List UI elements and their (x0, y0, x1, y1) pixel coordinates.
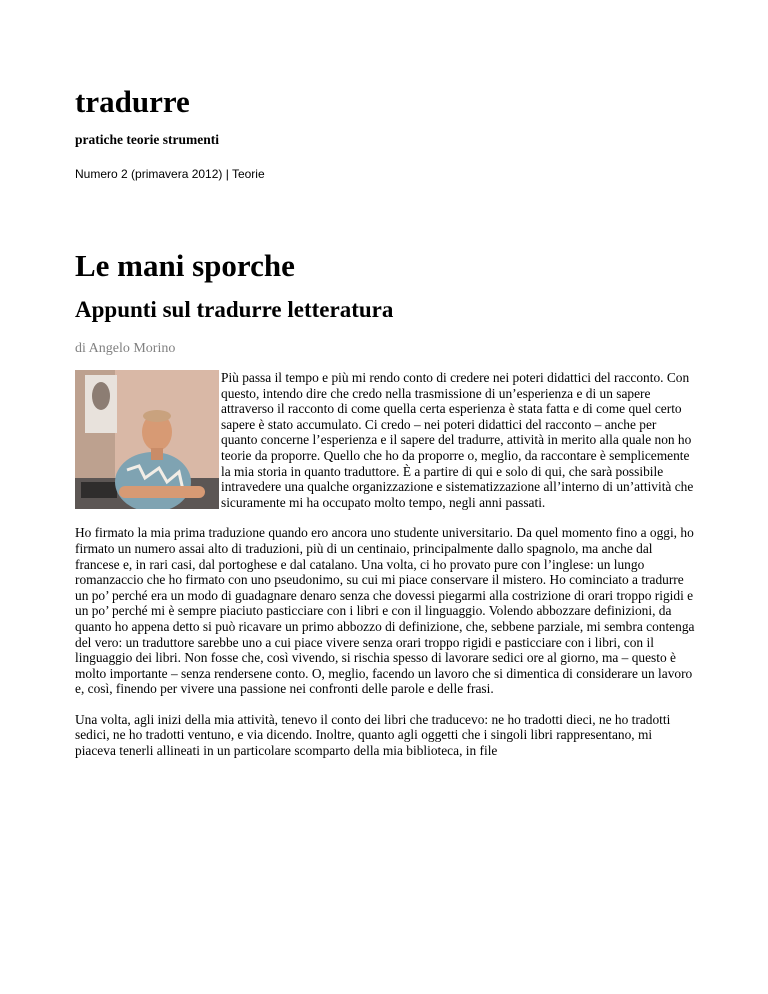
photo-person-arms (119, 486, 205, 498)
site-tagline: pratiche teorie strumenti (75, 132, 219, 147)
author-byline[interactable]: di Angelo Morino (75, 341, 176, 356)
article-paragraph (75, 525, 695, 697)
article-subtitle: Appunti sul tradurre letteratura (75, 297, 394, 322)
photo-typewriter (81, 482, 117, 498)
paragraph-text: Ho firmato la mia prima traduzione quando ero ancora uno studente universitario. Da quel momento fino a oggi, ho firmato un numero assai alto di traduzioni, più di un centinaio, principalmente dallo spagnolo, ma anche dal francese e, in rari casi, dal portoghese e dal catalano. Una volta, ci ho provato pure con l’inglese: un lungo romanzaccio che ho firmato con uno pseudonimo, su cui mi piace conservare il mistero. Ho cominciato a tradurre un po’ perché era un modo di guadagnare denaro senza che dovessi piegarmi alla costrizione di orari troppo rigidi e un po’ perché mi è sempre piaciuto pasticciare con i libri e con il linguaggio. Volendo abbozzare definizioni, da quanto ho appena detto si può ricavare un primo abbozzo di definizione, che, sebbene parziale, mi sembra contenga del vero: un traduttore sarebbe uno a cui piace vivere senza orari troppo rigidi e pasticciare con i libri, con il linguaggio dei libri. Non fosse che, così vivendo, si rischia spesso di lavorare sedici ore al giorno, ma – questo è molto importante – senza rendersene conto. O, meglio, facendo un lavoro che si dimentica di considerare un lavoro e, così, finendo per vivere una passione nei confronti delle parole e delle frasi. (75, 525, 695, 697)
photo-person-neck (151, 448, 163, 460)
issue-category-line[interactable]: Numero 2 (primavera 2012) | Teorie (75, 167, 265, 181)
paragraph-text: Più passa il tempo e più mi rendo conto di credere nei poteri didattici del racconto. Con questo, intendo dire che credo nella trasmissione di un’esperienza e di un sapere attraverso il racconto di come quella certa esperienza è stata fatta e di come quel certo sapere è stato accumulato. Ci credo – nei poteri didattici del racconto – anche per quanto concerne l’esperienza e il sapere del tradurre, attività in merito alla quale non ho teorie da proporre. Quello che ho da proporre o, meglio, da raccontare è semplicemente la mia storia in quanto traduttore. È a partire di qui e solo di qui, che sarà possibile intravedere una qualche organizzazione e sistematizzazione all’interno di un’attività che sicuramente mi ha occupato molto tempo, negli anni passati. (221, 370, 694, 510)
article-title: Le mani sporche (75, 248, 295, 283)
article-body (75, 370, 695, 774)
author-photo (75, 370, 219, 509)
photo-person-hair (143, 410, 171, 422)
article-paragraph (75, 712, 695, 759)
article-paragraph (75, 370, 695, 510)
photo-poster-figure (92, 382, 110, 410)
site-title[interactable]: tradurre (75, 84, 190, 119)
paragraph-text: Una volta, agli inizi della mia attività, tenevo il conto dei libri che traducevo: ne ho tradotti dieci, ne ho tradotti sedici, ne ho tradotti ventuno, e via dicendo. Inoltre, quanto agli oggetti che i singoli libri rappresentano, mi piaceva tenerli allineati in un particolare scomparto della mia biblioteca, in file (75, 711, 671, 759)
